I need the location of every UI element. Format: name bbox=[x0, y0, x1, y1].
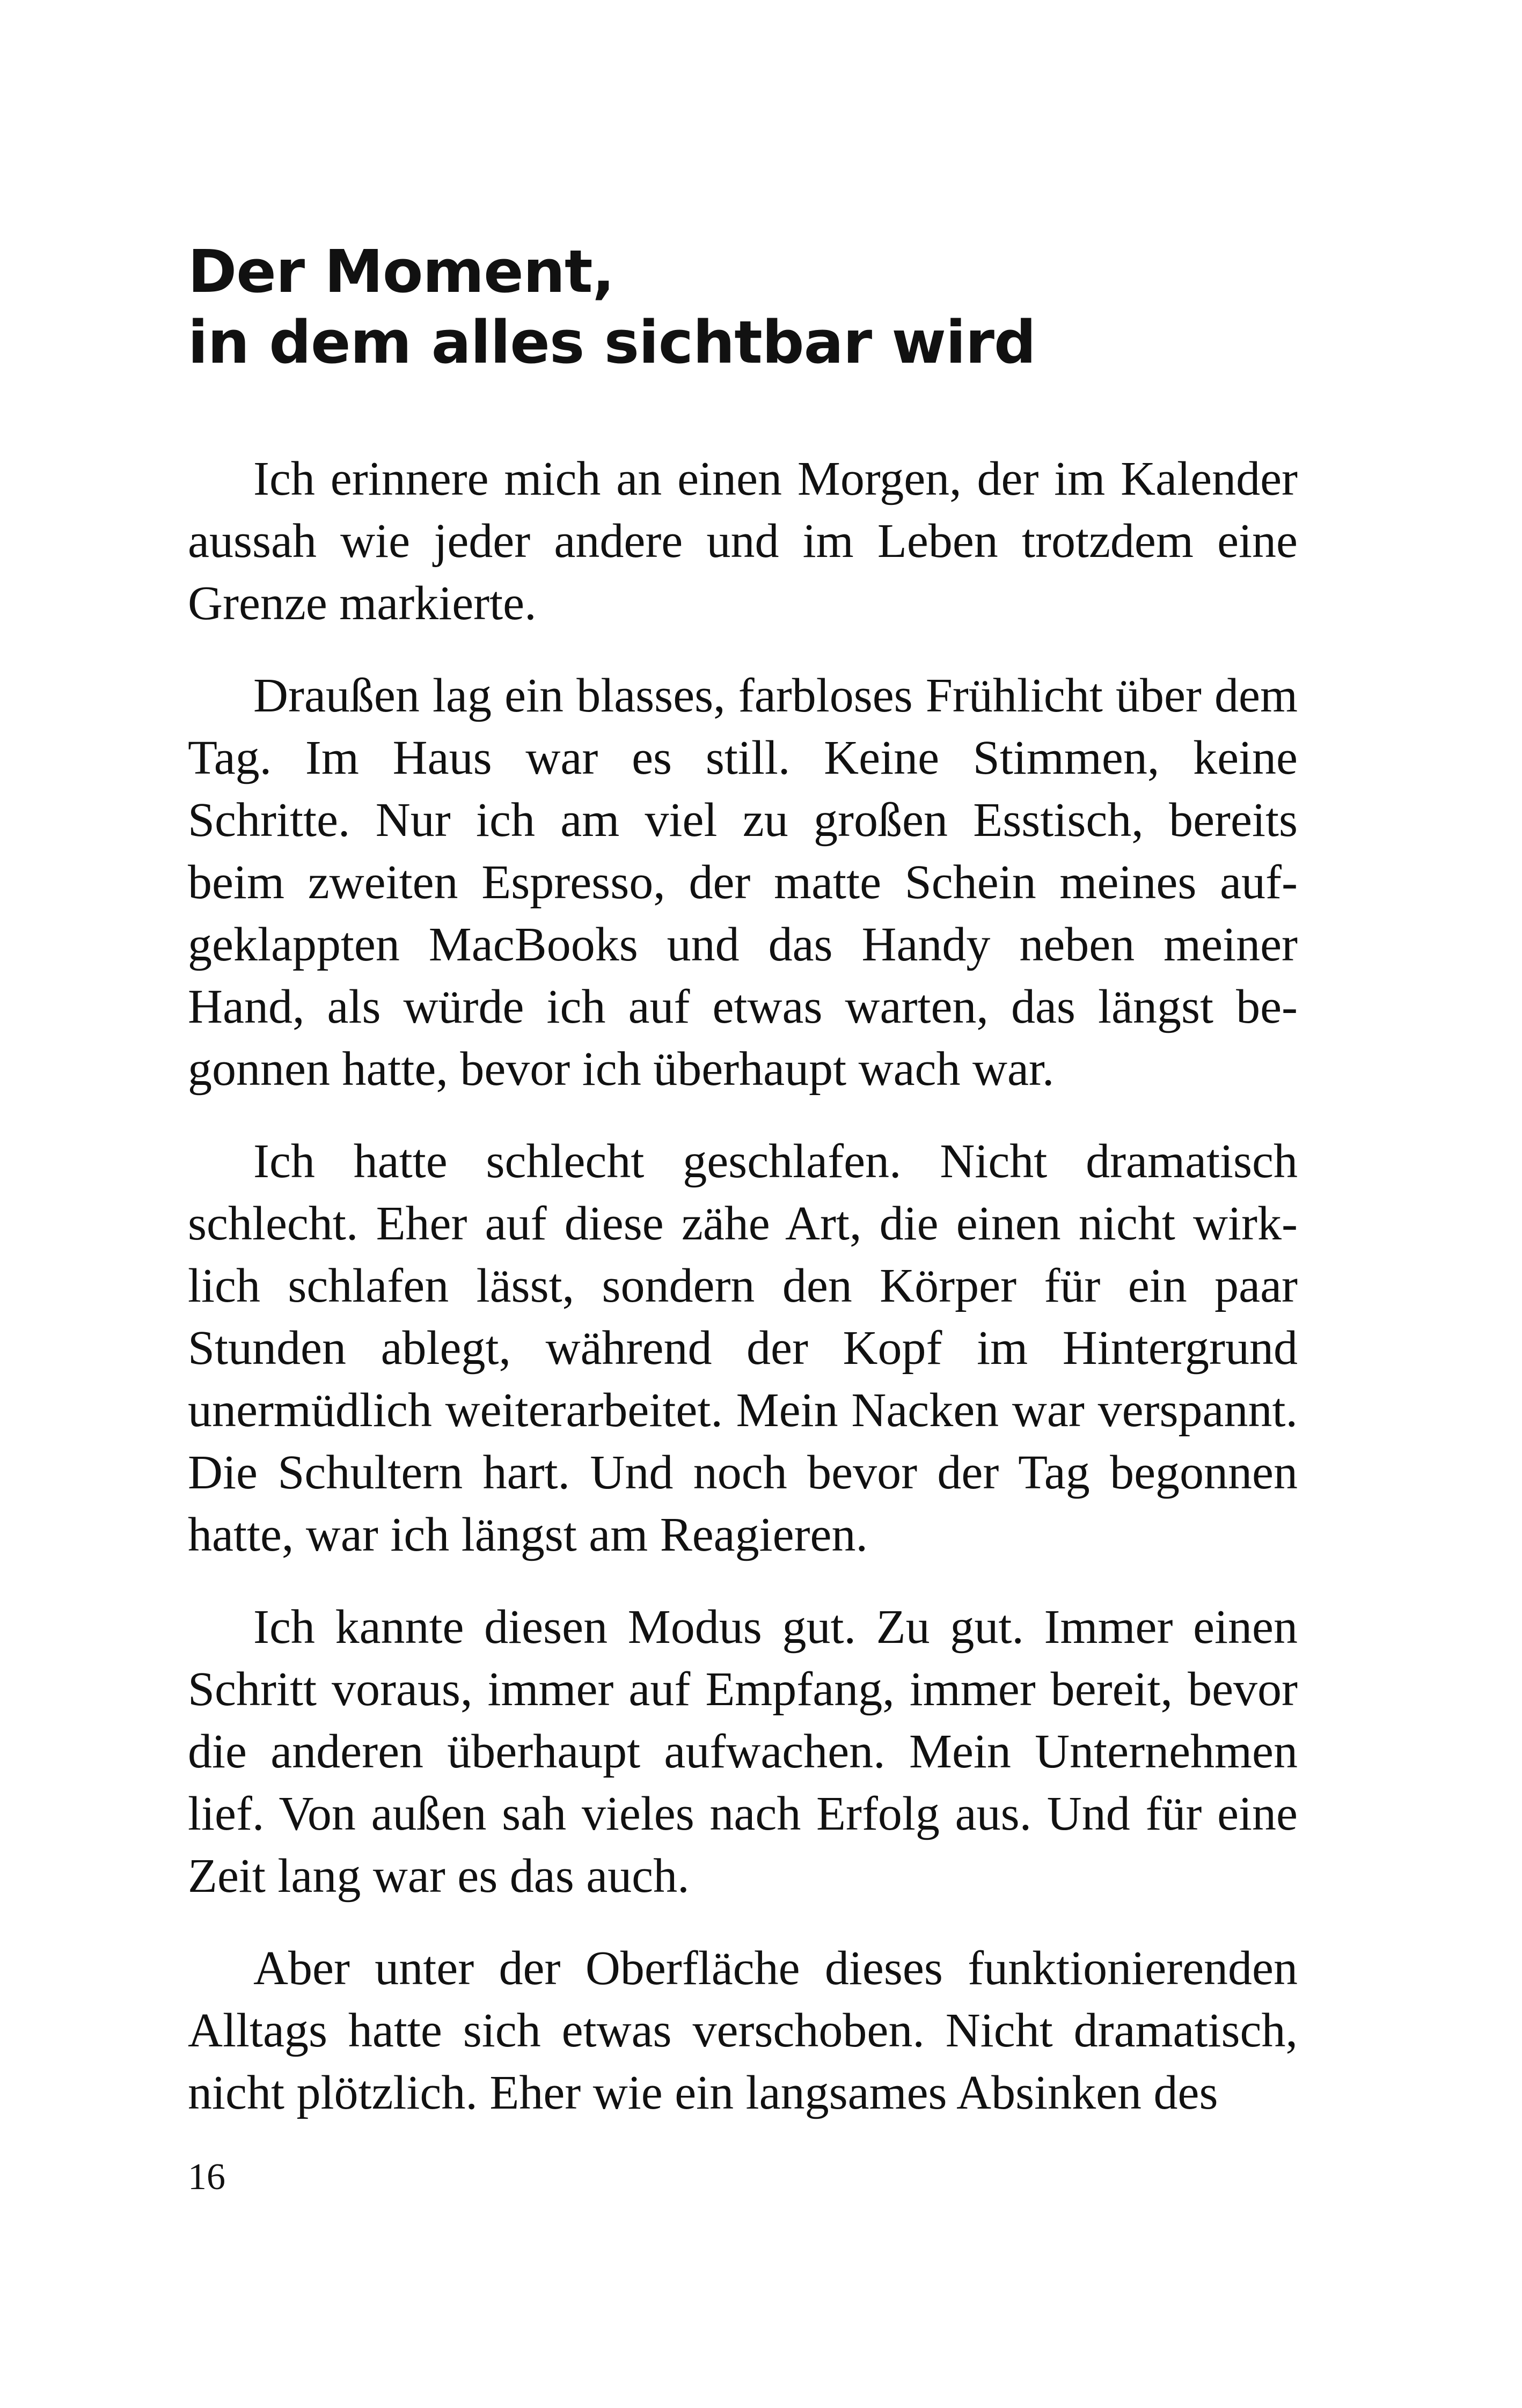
body-text bbox=[188, 448, 1298, 2154]
paragraph-3: Ich hatte schlecht geschlafen. Nicht dramatisch schlecht. Eher auf diese zähe Art, die einen nicht wirklich schlafen lässt, sondern den Körper für ein paar Stunden ablegt, während der Kopf im Hintergrund unermüdlich weiterarbeitet. Mein Nacken war verspannt. Die Schultern hart. Und noch bevor der Tag begonnen hatte, war ich längst am Reagieren. bbox=[188, 1135, 1298, 1561]
chapter-title bbox=[188, 236, 1342, 378]
paragraph-1: Ich erinnere mich an einen Morgen, der im Kalender aussah wie jeder andere und im Leben trotzdem eine Grenze markierte. bbox=[188, 452, 1298, 630]
chapter-title-line-2: in dem alles sichtbar wird bbox=[188, 308, 1036, 377]
paragraph-2: Draußen lag ein blasses, farbloses Frühlicht über dem Tag. Im Haus war es still. Keine Stimmen, keine Schritte. Nur ich am viel zu großen Esstisch, bereits beim zweiten Espresso, der matte Schein meines aufgeklappten MacBooks und das Handy neben meiner Hand, als würde ich auf etwas warten, das längst begonnen hatte, bevor ich überhaupt wach war. bbox=[188, 669, 1298, 1096]
page-number: 16 bbox=[188, 2156, 225, 2198]
paragraph-4: Ich kannte diesen Modus gut. Zu gut. Immer einen Schritt voraus, immer auf Empfang, immer bereit, bevor die anderen überhaupt aufwachen. Mein Unternehmen lief. Von außen sah vieles nach Erfolg aus. Und für eine Zeit lang war es das auch. bbox=[188, 1601, 1298, 1903]
paragraph-5: Aber unter der Oberfläche dieses funktionierenden Alltags hatte sich etwas verschoben. Nicht dramatisch, nicht plötzlich. Eher wie ein langsames Absinken des bbox=[188, 1942, 1298, 2119]
chapter-title-line-1: Der Moment, bbox=[188, 237, 614, 306]
